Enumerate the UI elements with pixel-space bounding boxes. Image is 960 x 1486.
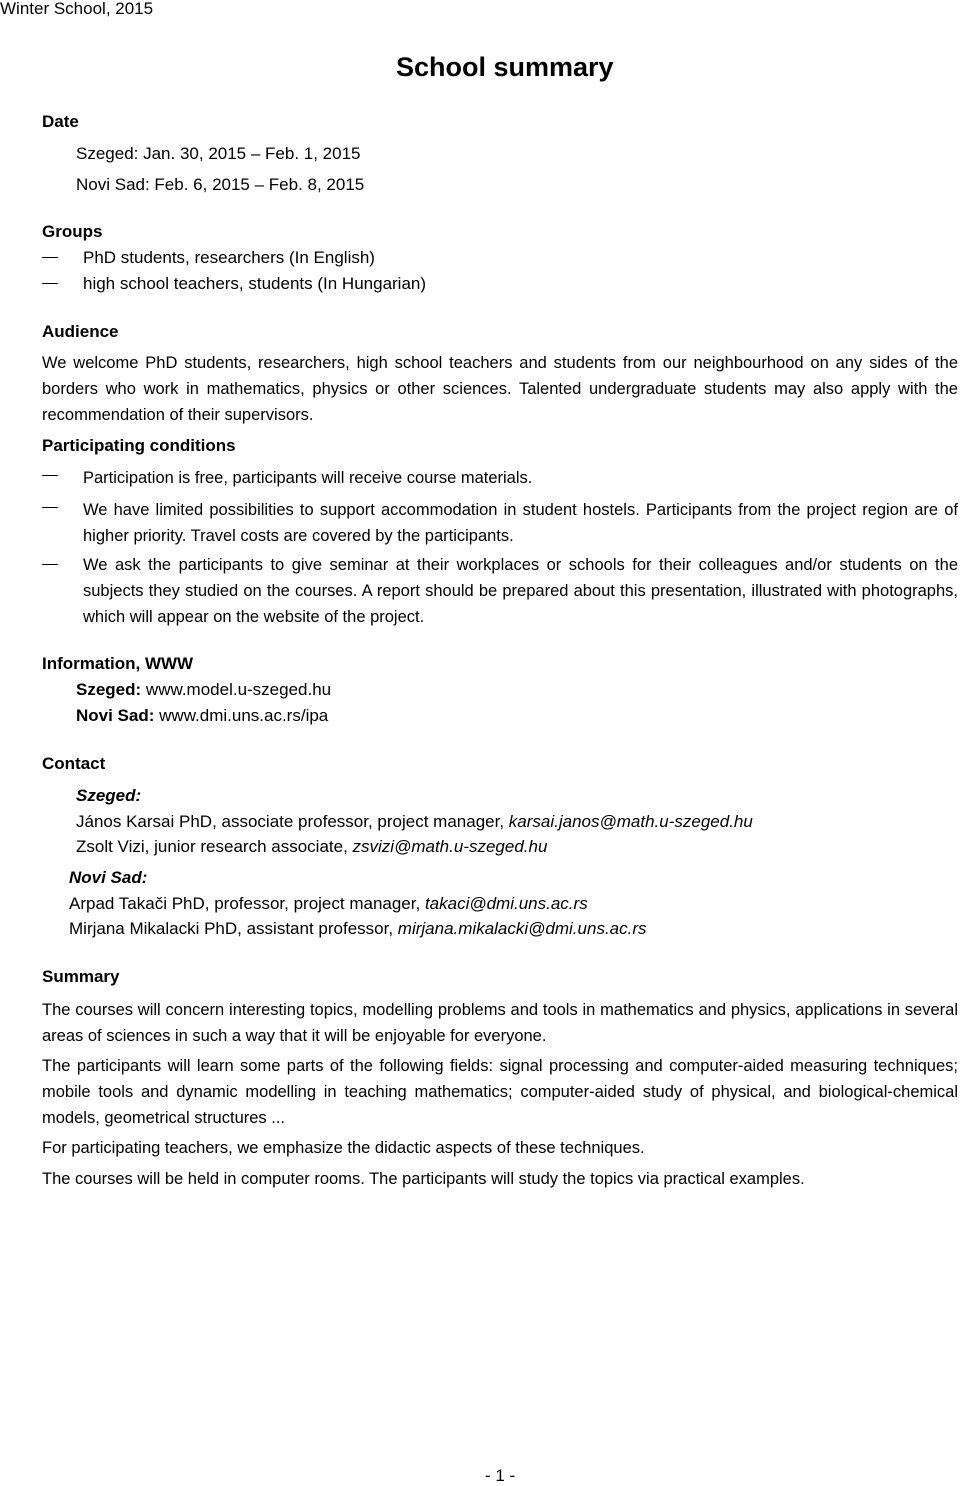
conditions-item-seminar: We ask the participants to give seminar at their workplaces or schools for their colleagues and/or students on the subjects they studied on the courses. A report should be prepared about this presentation, illustrated with photographs, which will appear on the website of the project. — [83, 556, 958, 626]
info-heading: Information, WWW — [42, 654, 194, 673]
contact-takaci-text: Arpad Takači PhD, professor, project manager, — [69, 894, 425, 913]
groups-item-phd: PhD students, researchers (In English) — [83, 248, 375, 267]
groups-item-teachers: high school teachers, students (In Hungarian) — [83, 274, 427, 293]
contact-karsai-text: János Karsai PhD, associate professor, project manager, — [76, 812, 509, 831]
dash-bullet — [42, 564, 58, 565]
dash-bullet — [42, 283, 58, 284]
contact-karsai-email[interactable]: karsai.janos@math.u-szeged.hu — [508, 812, 753, 831]
date-szeged: Szeged: Jan. 30, 2015 – Feb. 1, 2015 — [76, 144, 361, 163]
audience-heading: Audience — [42, 322, 119, 341]
info-novisad-label: Novi Sad: — [76, 706, 155, 725]
summary-paragraph-2: The participants will learn some parts of the following fields: signal processing and computer-aided measuring techniques; mobile tools and dynamic modelling in teaching mathematics; computer-aided study of physical, and biological-chemical models, geometrical structures ... — [42, 1057, 958, 1127]
dash-bullet — [42, 507, 58, 508]
contact-vizi-text: Zsolt Vizi, junior research associate, — [76, 837, 353, 856]
groups-heading: Groups — [42, 222, 103, 241]
page-title: School summary — [396, 52, 614, 82]
info-novisad — [76, 706, 328, 726]
contact-karsai — [76, 812, 753, 832]
contact-szeged-label: Szeged: — [76, 786, 142, 805]
info-szeged-url[interactable]: www.model.u-szeged.hu — [145, 680, 332, 699]
info-novisad-url[interactable]: www.dmi.uns.ac.rs/ipa — [159, 706, 329, 725]
contact-takaci — [69, 894, 588, 914]
running-header: Winter School, 2015 — [0, 0, 154, 18]
page-number: - 1 - — [485, 1466, 516, 1485]
contact-mikalacki-text: Mirjana Mikalacki PhD, assistant professor, — [69, 919, 398, 938]
info-szeged — [76, 680, 331, 700]
conditions-heading: Participating conditions — [42, 436, 236, 455]
summary-paragraph-3: For participating teachers, we emphasize the didactic aspects of these techniques. — [42, 1139, 645, 1157]
info-szeged-label: Szeged: — [76, 680, 142, 699]
contact-mikalacki-email[interactable]: mirjana.mikalacki@dmi.uns.ac.rs — [397, 919, 647, 938]
summary-paragraph-4: The courses will be held in computer rooms. The participants will study the topics via practical examples. — [42, 1170, 805, 1188]
summary-heading: Summary — [42, 967, 120, 986]
conditions-item-accommodation: We have limited possibilities to support accommodation in student hostels. Participants from the project region are of higher priority. Travel costs are covered by the participants. — [83, 501, 958, 545]
audience-text: We welcome PhD students, researchers, high school teachers and students from our neighbourhood on any sides of the borders who work in mathematics, physics or other sciences. Talented undergraduate students may also apply with the recommendation of their supervisors. — [42, 354, 958, 424]
contact-takaci-email[interactable]: takaci@dmi.uns.ac.rs — [424, 894, 588, 913]
date-novisad: Novi Sad: Feb. 6, 2015 – Feb. 8, 2015 — [76, 175, 365, 194]
contact-novisad-label: Novi Sad: — [69, 868, 148, 887]
date-heading: Date — [42, 112, 79, 131]
contact-mikalacki — [69, 919, 647, 939]
contact-vizi — [76, 837, 547, 857]
contact-vizi-email[interactable]: zsvizi@math.u-szeged.hu — [352, 837, 548, 856]
dash-bullet — [42, 257, 58, 258]
contact-heading: Contact — [42, 754, 106, 773]
summary-paragraph-1: The courses will concern interesting topics, modelling problems and tools in mathematics and physics, applications in several areas of sciences in such a way that it will be enjoyable for everyone. — [42, 1001, 958, 1045]
dash-bullet — [42, 475, 58, 476]
conditions-item-free: Participation is free, participants will receive course materials. — [83, 469, 533, 487]
